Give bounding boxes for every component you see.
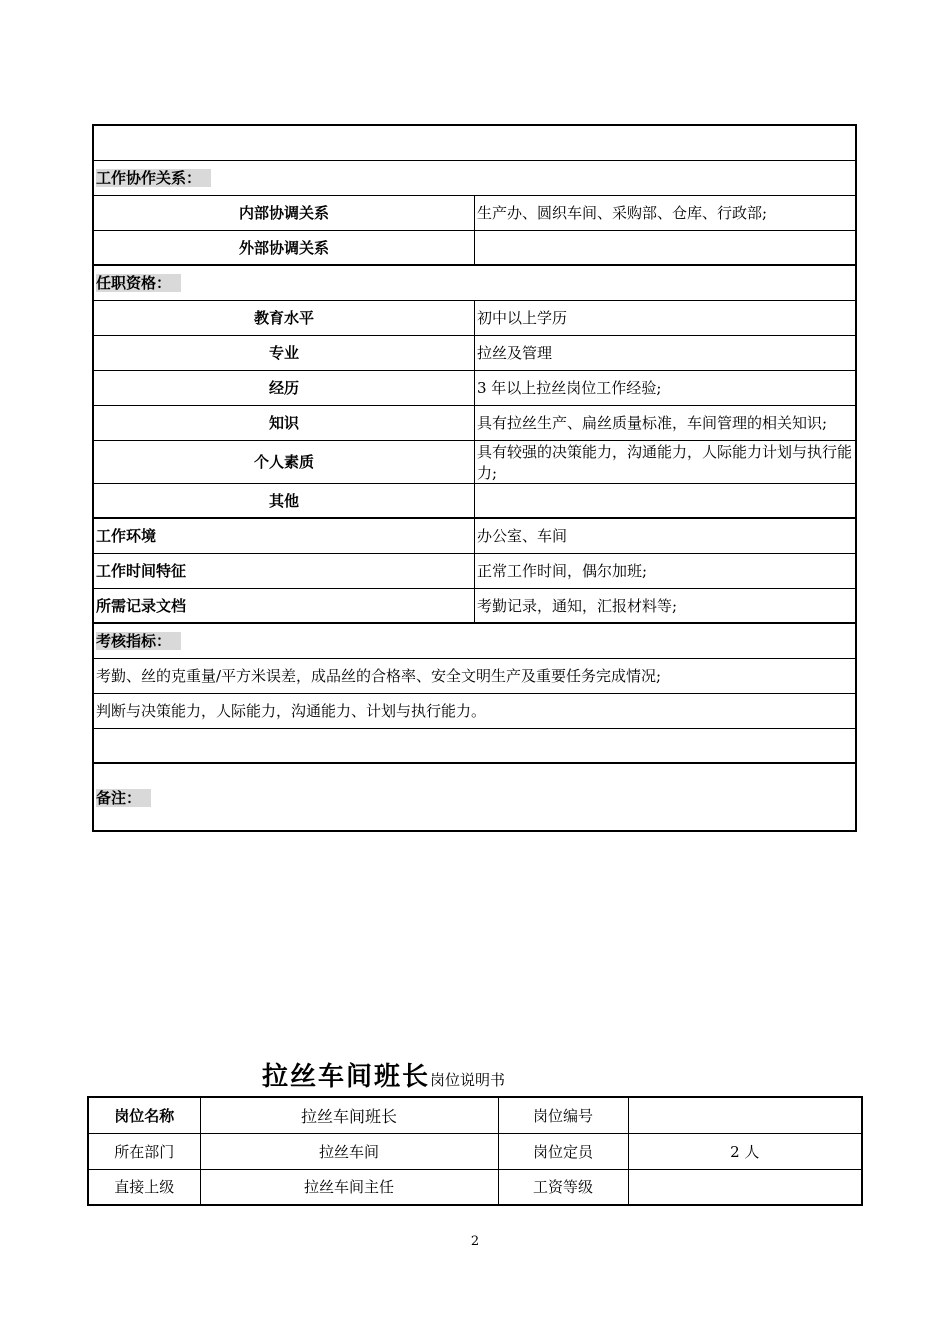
empty-row [93,125,856,160]
job-info-table [87,1096,863,1206]
department-value: 拉丝车间 [200,1133,498,1169]
experience-value: 3 年以上拉丝岗位工作经验; [475,370,857,405]
time-label: 工作时间特征 [93,553,475,588]
kpi-header: 考核指标： [96,632,181,650]
knowledge-label: 知识 [93,405,475,440]
education-value: 初中以上学历 [475,300,857,335]
title-suffix: 岗位说明书 [430,1071,506,1089]
kpi-section [93,623,856,658]
internal-label: 内部协调关系 [93,195,475,230]
kpi-line-1: 考勤、丝的克重量/平方米误差，成品丝的合格率、安全文明生产及重要任务完成情况; [93,658,856,693]
position-name-label: 岗位名称 [88,1097,200,1133]
external-label: 外部协调关系 [93,230,475,265]
coop-header: 工作协作关系： [96,169,211,187]
docs-value: 考勤记录，通知，汇报材料等; [475,588,857,623]
personal-value: 具有较强的决策能力，沟通能力，人际能力计划与执行能力; [475,440,857,483]
position-code-label: 岗位编号 [498,1097,628,1133]
remarks-header: 备注： [96,789,151,807]
docs-label: 所需记录文档 [93,588,475,623]
empty-row [93,728,856,763]
personal-label: 个人素质 [93,440,475,483]
headcount-label: 岗位定员 [498,1133,628,1169]
time-value: 正常工作时间，偶尔加班; [475,553,857,588]
experience-label: 经历 [93,370,475,405]
salary-grade-label: 工资等级 [498,1169,628,1205]
env-value: 办公室、车间 [475,518,857,553]
job-requirements-table [92,124,857,832]
major-label: 专业 [93,335,475,370]
knowledge-value: 具有拉丝生产、扁丝质量标准，车间管理的相关知识; [475,405,857,440]
position-code-value [628,1097,862,1133]
supervisor-value: 拉丝车间主任 [200,1169,498,1205]
other-value [475,483,857,518]
table-row [88,1097,862,1133]
qual-header: 任职资格： [96,274,181,292]
document-title [262,1056,505,1093]
table-row [88,1133,862,1169]
department-label: 所在部门 [88,1133,200,1169]
salary-grade-value [628,1169,862,1205]
external-value [475,230,857,265]
headcount-value: 2 人 [628,1133,862,1169]
page-number: 2 [470,1234,480,1249]
major-value: 拉丝及管理 [475,335,857,370]
position-name-value: 拉丝车间班长 [200,1097,498,1133]
qual-section [93,265,856,300]
env-label: 工作环境 [93,518,475,553]
coop-section [93,160,856,195]
supervisor-label: 直接上级 [88,1169,200,1205]
other-label: 其他 [93,483,475,518]
remarks-section [93,763,856,831]
education-label: 教育水平 [93,300,475,335]
title-main: 拉丝车间班长 [262,1062,431,1092]
internal-value: 生产办、圆织车间、采购部、仓库、行政部; [475,195,857,230]
kpi-line-2: 判断与决策能力，人际能力，沟通能力、计划与执行能力。 [93,693,856,728]
table-row [88,1169,862,1205]
